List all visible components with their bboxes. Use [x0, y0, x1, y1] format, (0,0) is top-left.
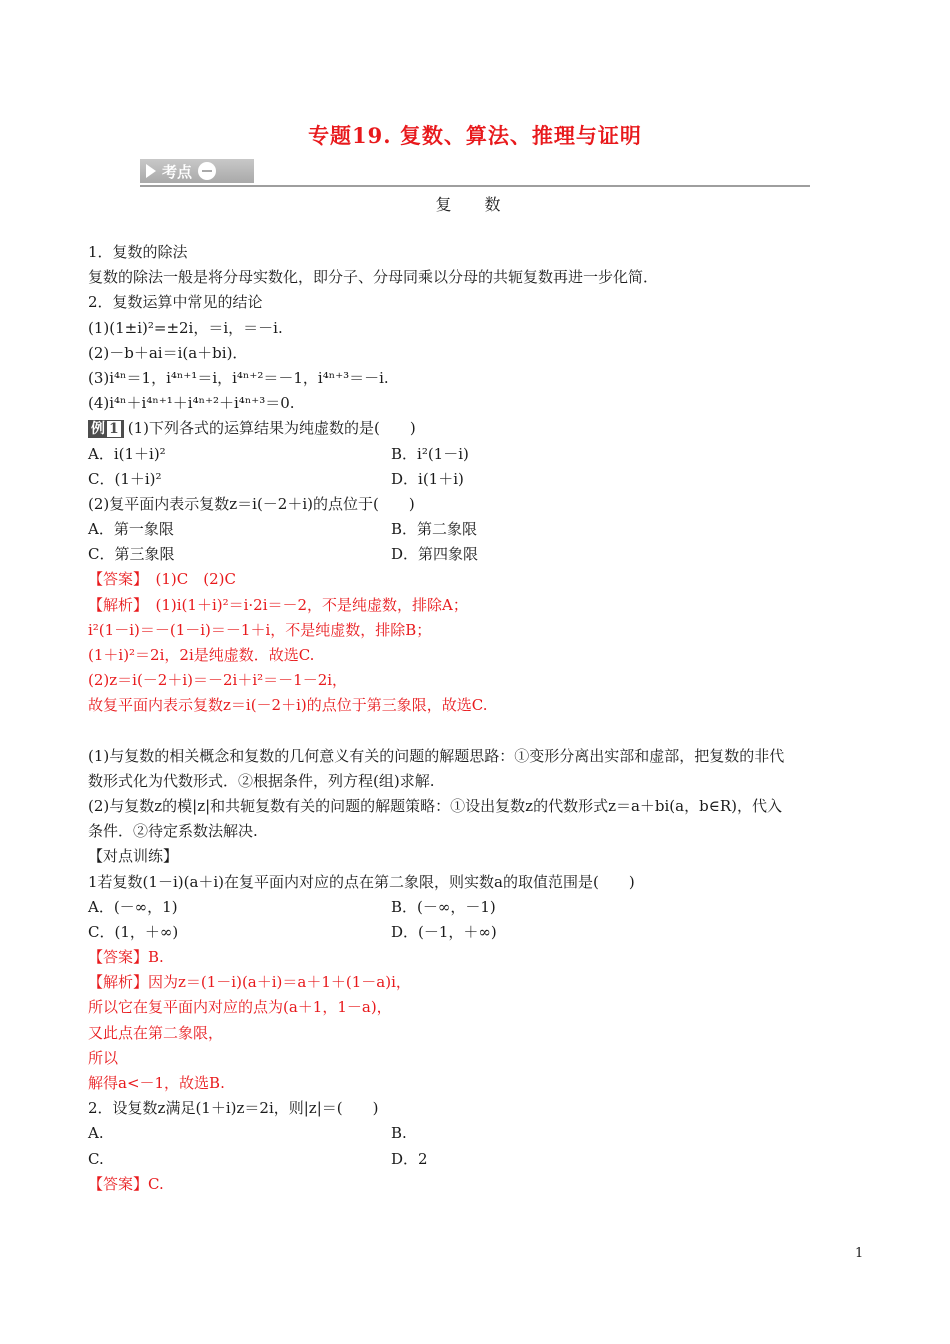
text-line: 1．复数的除法 [88, 243, 188, 261]
example-question-1: 例 1 (1)下列各式的运算结果为纯虚数的是( ) [88, 416, 868, 441]
minus-circle-icon [198, 162, 216, 180]
analysis-line: 【解析】因为z＝(1－i)(a＋i)＝a＋1＋(1－a)i， [88, 973, 411, 992]
option-row [88, 920, 868, 945]
banner-tab [140, 159, 254, 183]
method-note: (1)与复数的相关概念和复数的几何意义有关的问题的解题思路：①变形分离出实部和虚部，把复数的非代 [88, 746, 785, 765]
example-label: 例 1 [88, 420, 124, 438]
banner-label: 考点 [162, 162, 193, 181]
text-line: (2)－b＋ai＝i(a＋bi)． [88, 343, 248, 362]
option-row [88, 1121, 868, 1146]
analysis-line: (2)z＝i(－2＋i)＝－2i＋i²＝－1－2i， [88, 671, 348, 690]
text-line: 复数的除法一般是将分母实数化，即分子、分母同乘以分母的共轭复数再进一步化简． [88, 268, 659, 287]
option: B. [391, 1124, 407, 1143]
option: D．第四象限 [391, 545, 479, 564]
analysis-line: 所以 [88, 1048, 119, 1067]
option-row [88, 542, 868, 567]
training-heading: 【对点训练】 [88, 847, 179, 866]
document-body [88, 240, 868, 1197]
option: C. [88, 1149, 104, 1168]
text-line: (3)i⁴ⁿ＝1，i⁴ⁿ⁺¹＝i，i⁴ⁿ⁺²＝－1，i⁴ⁿ⁺³＝－i. [88, 368, 389, 387]
method-note: (2)与复数z的模|z|和共轭复数有关的问题的解题策略：①设出复数z的代数形式z＝a＋bi(a，b∈R)，代入 [88, 796, 782, 815]
option: D．(－1，＋∞) [391, 922, 497, 941]
training-answer: 【答案】C. [88, 1174, 164, 1193]
option-row [88, 467, 868, 492]
option: B．第二象限 [391, 520, 478, 539]
option: B．i²(1－i) [391, 444, 469, 463]
analysis-line: 故复平面内表示复数z＝i(－2＋i)的点位于第三象限，故选C. [88, 696, 488, 715]
option: D．2 [391, 1149, 428, 1168]
analysis-line: 所以它在复平面内对应的点为(a＋1，1－a)， [88, 998, 392, 1017]
method-note: 数形式化为代数形式．②根据条件，列方程(组)求解. [88, 771, 435, 790]
page-title: 专题19. 复数、算法、推理与证明 [308, 123, 642, 148]
training-answer: 【答案】B. [88, 948, 164, 967]
section-heading: 复 数 [435, 195, 515, 214]
analysis-line: i²(1－i)＝－(1－i)＝－1＋i，不是纯虚数，排除B； [88, 620, 432, 639]
analysis-line: 【解析】 (1)i(1＋i)²＝i·2i＝－2，不是纯虚数，排除A； [88, 595, 468, 614]
analysis-line: (1＋i)²＝2i，2i是纯虚数．故选C. [88, 646, 315, 664]
analysis-line: 解得a<－1，故选B. [88, 1074, 225, 1092]
option: C．第三象限 [88, 545, 175, 564]
option-row [88, 1147, 868, 1172]
option: C．(1，＋∞) [88, 922, 179, 941]
option: A．(－∞，1) [88, 897, 178, 916]
analysis-line: 又此点在第二象限， [88, 1023, 224, 1042]
option: A. [88, 1124, 104, 1143]
text-line: (1)(1±i)²=±2i，＝i，＝－i. [88, 318, 283, 337]
example-question-2: (2)复平面内表示复数z＝i(－2＋i)的点位于( ) [88, 494, 415, 513]
option: D．i(1＋i) [391, 469, 464, 488]
option: A．i(1＋i)² [88, 444, 166, 463]
option: C．(1＋i)² [88, 469, 162, 488]
option-row [88, 895, 868, 920]
option-row [88, 442, 868, 467]
training-question-1: 1若复数(1－i)(a＋i)在复平面内对应的点在第二象限，则实数a的取值范围是( ) [88, 872, 635, 891]
option-row [88, 517, 868, 542]
training-question-2: 2．设复数z满足(1＋i)z＝2i，则|z|＝( ) [88, 1099, 379, 1118]
page-number: 1 [855, 1246, 864, 1261]
spacer [88, 719, 868, 744]
text-line: 2．复数运算中常见的结论 [88, 293, 263, 312]
section-banner [140, 157, 810, 187]
method-note: 条件．②待定系数法解决. [88, 822, 258, 841]
play-triangle-icon [146, 164, 156, 178]
example-answer: 【答案】 (1)C (2)C [88, 570, 236, 589]
text-line: (4)i⁴ⁿ＋i⁴ⁿ⁺¹＋i⁴ⁿ⁺²＋i⁴ⁿ⁺³＝0. [88, 394, 295, 413]
option: A．第一象限 [88, 520, 174, 539]
option: B．(－∞，－1) [391, 897, 496, 916]
